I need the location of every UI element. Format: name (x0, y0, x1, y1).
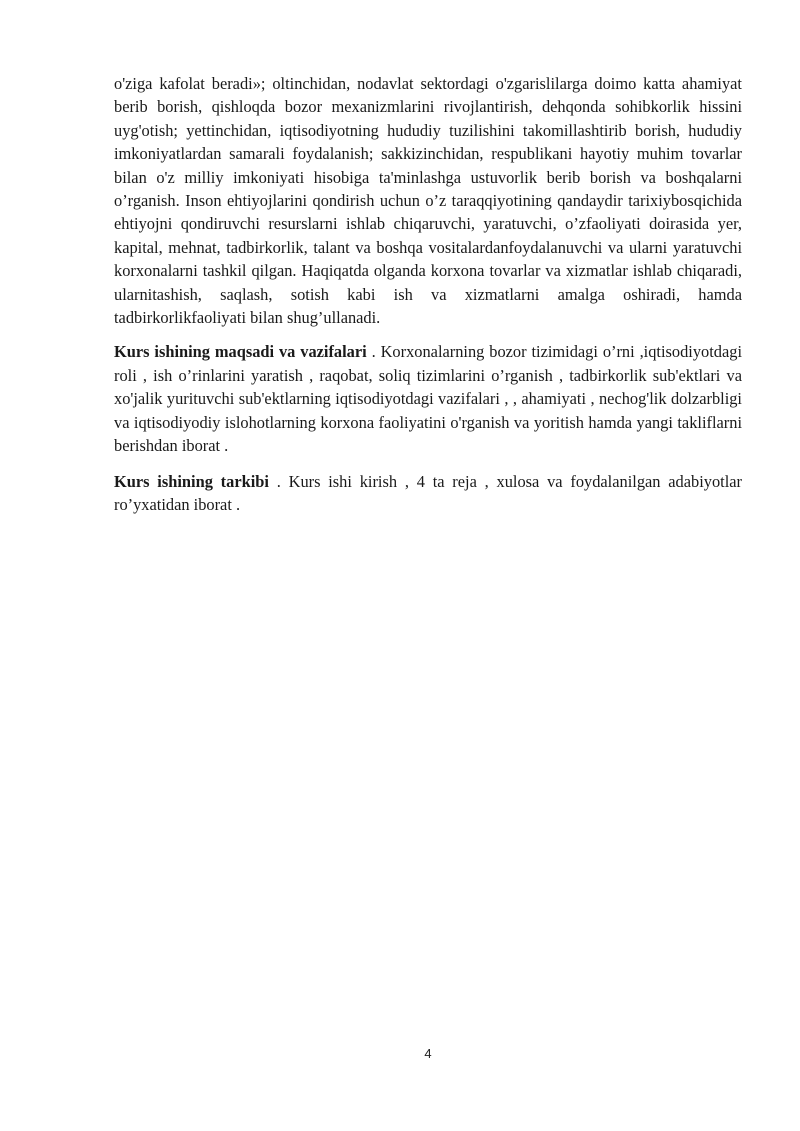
structure-text: . Kurs ishi kirish , 4 ta reja , xulosa va foydalanilgan adabiyotlar ro’yxatidan iborat . (114, 471, 742, 514)
paragraph-structure (114, 470, 742, 517)
paragraph-intro (114, 72, 742, 329)
goals-heading: Kurs ishining maqsadi va vazifalari (114, 342, 367, 362)
page-number: 4 (424, 1046, 432, 1061)
goals-text: . Korxonalarning bozor tizimidagi o’rni ,iqtisodiyotdagi roli , ish o’rinlarini yaratish , raqobat, soliq tizimlarini o’rganish , tadbirkorlik sub'ektlari va xo'jalik yurituvchi sub'ektlarning iqtisodiyotdagi vazifalari , , ahamiyati , nechog'lik dolzarbligi va iqtisodiyodiy islohotlarning korxona faoliyatini o'rganish va yoritish hamda yangi takliflarni berishdan iborat . (114, 342, 743, 456)
paragraph-intro-text: o'ziga kafolat beradi»; oltinchidan, nodavlat sektordagi o'zgarislilarga doimo katta ahamiyat berib borish, qishloqda bozor mexanizmlarini rivojlantirish, dehqonda sohibkorlik hissini uyg'otish; yettinchidan, iqtisodiyotning hududiy tuzilishini takomillashtirib borish, hududiy imkoniyatlardan samarali foydalanish; sakkizinchidan, respublikani hayotiy muhim tovarlar bilan o'z milliy imkoniyati hisobiga ta'minlashga ustuvorlik berib borish va boshqalarni o’rganish. Inson ehtiyojlarini qondirish uchun o’z taraqqiyotining qandaydir tarixiybosqichida ehtiyojni qondiruvchi resurslarni ishlab chiqaruvchi, yaratuvchi, o’zfaoliyati doirasida yer, kapital, mehnat, tadbirkorlik, talant va boshqa vositalardanfoydalanuvchi va ularni yaratuvchi korxonalarni tashkil qilgan. Haqiqatda olganda korxona tovarlar va xizmatlar ishlab chiqaradi, ularnitashish, saqlash, sotish kabi ish va xizmatlarni amalga oshiradi, hamda tadbirkorlikfaoliyati bilan shug’ullanadi. (114, 74, 742, 328)
paragraph-goals (114, 340, 742, 457)
structure-heading: Kurs ishining tarkibi (114, 471, 269, 491)
document-body (114, 72, 742, 528)
